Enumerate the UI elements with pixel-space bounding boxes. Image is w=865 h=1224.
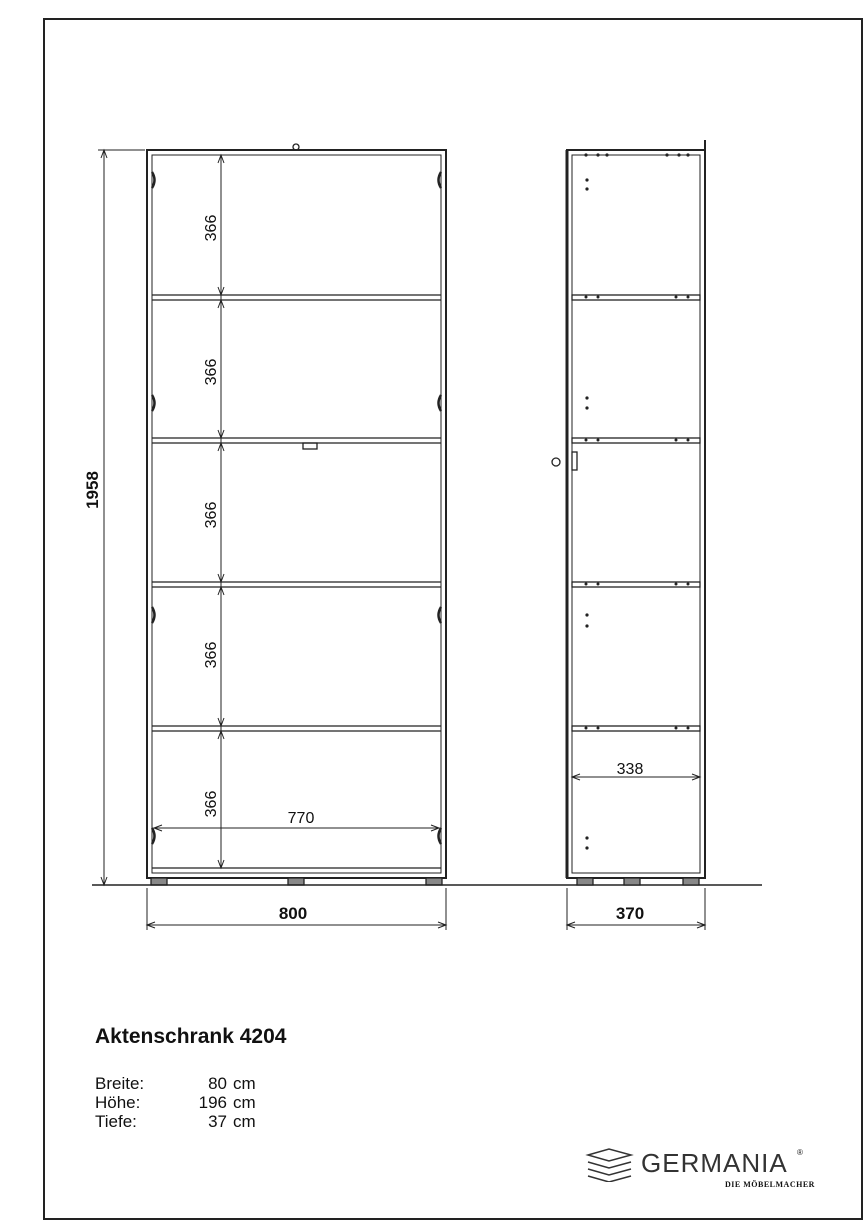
spec-row-height [95, 1093, 256, 1112]
registered-mark: ® [797, 1148, 803, 1157]
overall-height-label: 1958 [83, 471, 102, 509]
front-view [98, 144, 446, 930]
spec-unit: cm [233, 1112, 256, 1131]
inner-depth-label: 338 [616, 761, 644, 778]
spec-label: Tiefe: [95, 1112, 137, 1131]
germania-logo [585, 1146, 835, 1196]
overall-width-label: 800 [278, 904, 308, 923]
spec-value: 80 [208, 1074, 227, 1093]
brand-tagline: DIE MÖBELMACHER [725, 1180, 815, 1189]
product-title: Aktenschrank 4204 [95, 1025, 287, 1048]
spec-unit: cm [233, 1093, 256, 1112]
spec-value: 37 [208, 1112, 227, 1131]
side-view [552, 140, 705, 930]
spec-row-depth [95, 1112, 256, 1131]
brand-name: GERMANIA [641, 1148, 788, 1178]
compartment-1-label: 366 [203, 214, 220, 242]
compartment-4-label: 366 [203, 641, 220, 669]
overall-depth-label: 370 [615, 904, 645, 923]
spec-value: 196 [198, 1093, 227, 1112]
spec-row-width [95, 1074, 256, 1093]
spec-label: Höhe: [95, 1093, 141, 1112]
compartment-3-label: 366 [203, 501, 220, 529]
stacked-boards-icon [585, 1146, 635, 1182]
compartment-5-label: 366 [203, 790, 220, 818]
inner-width-label: 770 [287, 810, 315, 827]
compartment-2-label: 366 [203, 358, 220, 386]
spec-list [95, 1074, 256, 1131]
spec-label: Breite: [95, 1074, 145, 1093]
spec-unit: cm [233, 1074, 256, 1093]
